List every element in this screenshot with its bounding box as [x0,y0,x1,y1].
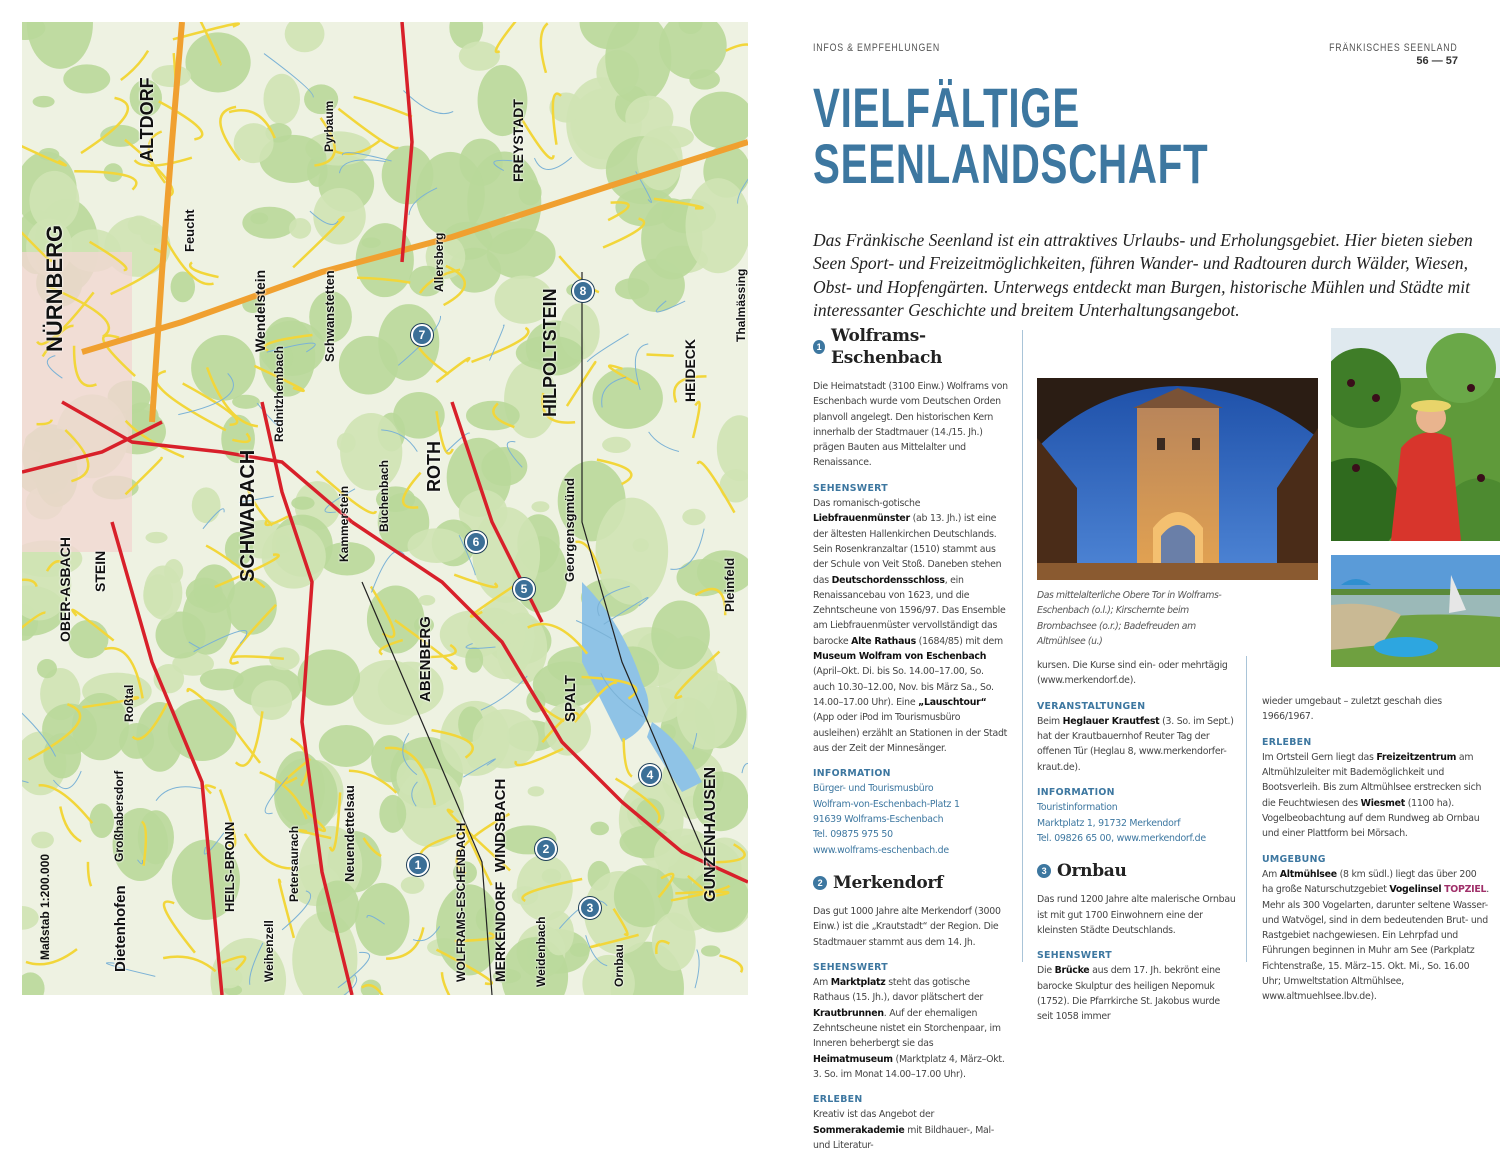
map-place-label: Thalmässing [734,268,748,342]
info-line: Bürger- und Tourismusbüro [813,783,934,795]
column-divider [1246,656,1247,962]
erleben-block [813,1092,1008,1153]
umgebung-text [1262,869,1489,1002]
highlight-text: Sommerakademie [813,1124,905,1136]
veranstaltungen-text [1037,716,1234,773]
text-segment: , ein Renaissancebau von 1623, und die Zehntscheune von 1596/97. Das Ensemble am Liebfrauenmüster vervollständigt das barocke [813,574,1006,647]
map-marker-6: 6 [465,531,487,553]
map-place-label: HEILS-BRONN [222,821,237,912]
map-place-label: Dietenhofen [112,885,129,972]
map-place-label: Allersberg [432,232,446,292]
subheading: SEHENSWERT [813,961,888,973]
column-1 [813,325,1008,1163]
column-2 [1037,658,1237,1035]
text-segment: (1684/85) mit dem [915,635,1003,647]
topziel-badge: TOPZIEL [1444,884,1487,896]
subheading: SEHENSWERT [813,482,888,494]
text-segment: (App oder iPod im Tourismusbüro ausleihen) erzählt an Stationen in der Stadt aus der Zeit der Minnesänger. [813,712,1008,754]
section-intro [1037,892,1237,938]
title-line-2: SEENLANDSCHAFT [813,132,1209,195]
text-segment: Das romanisch-gotische [813,498,921,510]
text-segment: (1100 ha). Vogelbeobachtung auf dem Rundweg ab Ornbau und einer Plattform bei Mörsach. [1262,797,1480,840]
photo-altmuehlsee [1331,555,1500,667]
map-place-label: FREYSTADT [510,99,526,182]
text-segment: kursen. Die Kurse sind ein- oder mehrtägig (www.merkendorf.de). [1037,660,1228,687]
section-header: INFOS & EMPFEHLUNGEN [813,42,940,54]
text-segment: . Mehr als 300 Vogelarten, darunter seltene Wasser- und Watvögel, sind in dem bedeutenden Brut- und Rastgebiet nachgewiesen. Ein Lehrpfad und Führungen beginnen in Muhr am See (Parkplatz Fichtenstraße, 15. März–15. Okt. Mi., So. 16.00 Uhr; Umweltstation Altmühlsee, www.altmuehlsee.lbv.de). [1262,884,1489,1003]
map-marker-8: 8 [572,280,594,302]
map-place-label: Kammerstein [337,485,351,562]
sehenswert-block [813,960,1008,1082]
subheading: ERLEBEN [1262,736,1312,748]
column-3 [1262,694,1490,1015]
text-segment: Das rund 1200 Jahre alte malerische Ornbau ist mit gut 1700 Einwohnern eine der kleinsten Städte Deutschlands. [1037,894,1236,936]
text-segment: wieder umgebaut – zuletzt geschah dies 1966/1967. [1262,696,1442,723]
text-segment: Kreativ ist das Angebot der [813,1109,935,1121]
erleben-text [813,1109,994,1151]
info-line: Marktplatz 1, 91732 Merkendorf [1037,817,1181,829]
map-place-label: ALTDORF [137,77,157,162]
map-place-label: Feucht [182,209,197,252]
highlight-text: Alte Rathaus [851,635,916,647]
sehenswert-text [813,498,1007,754]
map-place-label: NÜRNBERG [42,224,67,352]
section-intro [813,904,1008,950]
map-place-label: ROTH [424,441,444,492]
info-link[interactable]: www.wolframs-eschenbach.de [813,844,949,856]
map-place-label: Neuendettelsau [342,785,357,882]
highlight-text: Marktplatz [830,977,886,989]
highlight-text: Krautbrunnen [813,1007,884,1019]
veranstaltungen-block [1037,699,1237,775]
map-place-label: Pyrbaum [322,100,336,152]
map-marker-1: 1 [407,854,429,876]
information-block [1037,785,1237,846]
map-marker-7: 7 [411,324,433,346]
map-place-label: MERKENDORF [492,881,508,982]
page-title [813,76,1209,195]
number-badge: 1 [813,340,825,354]
map-place-label: Weihenzell [262,920,276,982]
erleben-block [1262,735,1490,842]
map-place-label: Georgensgmünd [562,477,577,582]
section-title: Ornbau [1057,861,1127,882]
title-line-1: VIELFÄLTIGE [813,76,1081,139]
map-place-label: Roßtal [122,684,136,722]
highlight-text: Vogelinsel [1389,884,1442,896]
column-divider [1022,330,1023,962]
subheading: SEHENSWERT [1037,950,1112,962]
highlight-text: Wiesmet [1360,797,1405,809]
page-numbers: 56 — 57 [1416,55,1458,67]
map-place-label: HEIDECK [682,338,698,402]
regional-map [22,22,748,995]
map-place-label: WOLFRAMS-ESCHENBACH [454,822,468,982]
number-badge: 2 [813,876,827,890]
text-segment: (April–Okt. Di. bis So. 14.00–17.00, So. auch 10.30–12.00, Nov. bis März Sa., So. 14.00–17.00 Uhr). Eine [813,666,994,708]
map-place-label: Großhabersdorf [112,770,126,862]
map-place-label: OBER-ASBACH [57,537,73,642]
map-place-label: STEIN [92,550,108,592]
highlight-text: „Lauschtour“ [918,696,987,708]
section-intro [813,379,1008,471]
number-badge: 3 [1037,864,1051,878]
map-place-label: Rednitzhembach [272,345,286,442]
info-line: Wolfram-von-Eschenbach-Platz 1 [813,798,960,810]
text-segment: (3. So. im Sept.) hat der Krautbauernhof Reuter Tag der offenen Tür (Heglau 8, www.merkendorfer-kraut.de). [1037,715,1234,773]
intro-paragraph: Das Fränkische Seenland ist ein attraktives Urlaubs- und Erholungsgebiet. Hier bieten sieben Seen Sport- und Freizeitmöglichkeiten, führen Wander- und Radtouren durch Wälder, Wiesen, Obst- und Hopfengärten. Unterwegs entdeckt man Burgen, historische Mühlen und Städte mit interessanter Geschichte und breitem Unterhaltungsangebot. [813,230,1473,321]
sehenswert-block [1037,948,1237,1024]
text-segment: . Auf der ehemaligen Zehntscheune nistet ein Storchenpaar, im Inneren beherbergt sie das [813,1007,1001,1050]
highlight-text: Heglauer Krautfest [1062,715,1160,727]
info-link[interactable]: Tel. 09826 65 00, www.merkendorf.de [1037,832,1206,844]
text-segment: steht das gotische Rathaus (15. Jh.), davor plätschert der [813,977,983,1004]
map-place-label: Schwanstetten [322,270,337,362]
highlight-text: Museum Wolfram von Eschenbach [813,651,987,663]
text-segment: aus dem 17. Jh. bekrönt eine barocke Skulptur des heiligen Nepomuk (1752). Die Pfarrkirche St. Jakobus wurde seit 1058 immer [1037,965,1221,1023]
text-segment: (8 km südl.) liegt das über 200 ha große Naturschutzgebiet [1262,868,1477,896]
section-heading-wolframs-eschenbach [813,325,1008,369]
map-place-label: Wendelstein [252,269,268,352]
subheading: UMGEBUNG [1262,853,1326,865]
sehenswert-text [813,977,1005,1080]
map-scale: Maßstab 1:200.000 [38,853,52,960]
highlight-text: Liebfrauenmünster [813,513,910,525]
text-segment: (Marktplatz 4, März–Okt. 3. So. im Monat 14.00–17.00 Uhr). [813,1053,1005,1080]
text-segment: Die [1037,965,1055,977]
text-segment: Das gut 1000 Jahre alte Merkendorf (3000 Einw.) ist die „Krautstadt“ der Region. Die Stadtmauer stammt aus dem 14. Jh. [813,905,1001,948]
text-segment: Am [1262,868,1280,880]
section-heading-merkendorf [813,872,1008,894]
sehenswert-text-continued [1262,694,1490,725]
map-place-label: Pleinfeld [722,557,737,612]
info-lines [1037,800,1237,846]
text-segment: am Altmühlzuleiter mit Bademöglichkeit und Bootsverleih. Bis zum Altmühlsee erstrecken sich die Feuchtwiesen des [1262,751,1482,809]
subheading: INFORMATION [1037,787,1115,799]
section-heading-ornbau [1037,860,1237,882]
subheading: VERANSTALTUNGEN [1037,700,1146,712]
information-block [813,766,1008,858]
umgebung-block [1262,852,1490,1005]
map-marker-3: 3 [579,897,601,919]
erleben-text [1262,752,1481,839]
highlight-text: Altmühlsee [1279,868,1337,880]
text-segment: Im Ortsteil Gern liegt das [1262,751,1377,763]
info-line: Touristinformation [1037,802,1118,814]
highlight-text: Freizeitzentrum [1376,751,1457,763]
info-line: Tel. 09875 975 50 [813,829,893,841]
info-lines [813,781,1008,857]
highlight-text: Brücke [1054,965,1090,977]
region-header: FRÄNKISCHES SEENLAND [1329,42,1458,54]
map-place-label: Büchenbach [377,459,391,532]
text-segment: Am [813,977,831,989]
section-title: Merkendorf [833,872,944,893]
highlight-text: Deutschordensschloss [831,574,945,586]
photo-caption: Das mittelalterliche Obere Tor in Wolframs-Eschenbach (o.l.); Kirschernte beim Brombachsee (o.r.); Badefreuden am Altmühlsee (u.) [1037,590,1222,647]
map-place-label: HILPOLTSTEIN [540,288,560,417]
map-place-label: Petersaurach [287,825,301,902]
text-segment: Die Heimatstadt (3100 Einw.) Wolframs von Eschenbach wurde vom Deutschen Orden planvoll angelegt. Den historischen Kern innerhalb der Stadtmauer (14./15. Jh.) prägen Bauten aus Mittelalter und Renaissance. [813,381,1008,469]
erleben-text-continued [1037,658,1237,689]
map-marker-4: 4 [639,764,661,786]
map-place-label: SPALT [562,675,579,722]
map-place-label: SCHWABACH [237,449,259,582]
highlight-text: Heimatmuseum [813,1053,893,1065]
map-place-label: Weidenbach [534,916,548,987]
map-marker-2: 2 [535,838,557,860]
text-segment: Beim [1037,715,1063,727]
map-marker-5: 5 [513,578,535,600]
text-segment: (ab 13. Jh.) ist eine der ältesten Hallenkirchen Deutschlands. Sein Rosenkranzaltar (1510) stammt aus der Schule von Veit Stoß. Daneben stehen das [813,513,1002,586]
sehenswert-text [1037,965,1220,1022]
text-segment: mit Bildhauer-, Mal- und Literatur- [813,1124,995,1152]
subheading: INFORMATION [813,768,891,780]
map-place-label: WINDSBACH [492,778,509,872]
map-place-label: ABENBERG [417,616,434,702]
sehenswert-block [813,481,1008,756]
photo-obere-tor [1037,378,1318,580]
map-place-label: GUNZENHAUSEN [702,766,719,902]
section-title: Wolframs-Eschenbach [831,326,943,368]
photo-kirschernte [1331,328,1500,541]
map-place-label: Ornbau [612,944,626,987]
info-line: 91639 Wolframs-Eschenbach [813,814,944,826]
subheading: ERLEBEN [813,1094,863,1106]
